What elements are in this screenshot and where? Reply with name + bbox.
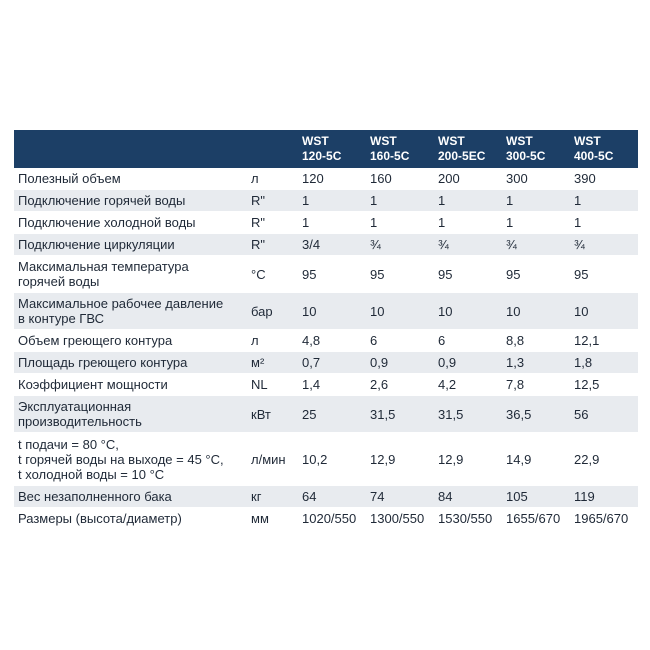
param-cell [14, 396, 247, 433]
header-row [14, 130, 638, 168]
value-cell: 10 [366, 293, 434, 330]
value-cell: 12,9 [434, 433, 502, 486]
model-series: WST [506, 134, 533, 148]
param-label: Эксплуатационная [18, 399, 132, 414]
param-label: в контуре ГВС [18, 311, 104, 326]
spec-table-header [14, 130, 638, 168]
value-cell: 95 [298, 256, 366, 293]
header-model-4 [502, 130, 570, 168]
value-cell: ¾ [502, 234, 570, 256]
value-cell: 10 [502, 293, 570, 330]
value-cell: 1020/550 [298, 508, 366, 530]
param-cell [14, 352, 247, 374]
table-row [14, 433, 638, 486]
table-row [14, 352, 638, 374]
param-label: Подключение горячей воды [18, 193, 186, 208]
value-cell: 95 [434, 256, 502, 293]
param-cell [14, 256, 247, 293]
value-cell: 12,9 [366, 433, 434, 486]
value-cell: 31,5 [366, 396, 434, 433]
table-row [14, 234, 638, 256]
value-cell: 3/4 [298, 234, 366, 256]
value-cell: 1 [298, 190, 366, 212]
header-model-5 [570, 130, 638, 168]
param-label: Размеры (высота/диаметр) [18, 511, 182, 526]
param-label: Подключение циркуляции [18, 237, 175, 252]
table-row [14, 396, 638, 433]
value-cell: 1 [502, 212, 570, 234]
value-cell: 1 [366, 190, 434, 212]
value-cell: 12,5 [570, 374, 638, 396]
table-row [14, 190, 638, 212]
value-cell: 74 [366, 486, 434, 508]
value-cell: 1 [298, 212, 366, 234]
model-series: WST [370, 134, 397, 148]
model-code: 300-5C [506, 149, 546, 163]
param-cell [14, 293, 247, 330]
table-row [14, 256, 638, 293]
param-cell [14, 190, 247, 212]
value-cell: 10 [434, 293, 502, 330]
model-code: 200-5EC [438, 149, 486, 163]
value-cell: 1,4 [298, 374, 366, 396]
value-cell: 95 [366, 256, 434, 293]
value-cell: 1,3 [502, 352, 570, 374]
value-cell: 36,5 [502, 396, 570, 433]
value-cell: 56 [570, 396, 638, 433]
value-cell: 31,5 [434, 396, 502, 433]
value-cell: 7,8 [502, 374, 570, 396]
param-cell [14, 168, 247, 190]
param-cell [14, 234, 247, 256]
value-cell: 1965/670 [570, 508, 638, 530]
value-cell: 6 [366, 330, 434, 352]
param-label: производительность [18, 414, 142, 429]
table-row [14, 508, 638, 530]
header-model-3 [434, 130, 502, 168]
value-cell: ¾ [366, 234, 434, 256]
value-cell: 1530/550 [434, 508, 502, 530]
param-label: Максимальное рабочее давление [18, 296, 224, 311]
unit-cell: R" [247, 234, 298, 256]
table-row [14, 330, 638, 352]
value-cell: 1 [570, 190, 638, 212]
model-code: 160-5C [370, 149, 410, 163]
table-row [14, 374, 638, 396]
value-cell: 119 [570, 486, 638, 508]
model-series: WST [438, 134, 465, 148]
table-row [14, 212, 638, 234]
unit-cell: NL [247, 374, 298, 396]
value-cell: 1655/670 [502, 508, 570, 530]
value-cell: 1300/550 [366, 508, 434, 530]
spec-table [14, 130, 638, 530]
unit-cell: л/мин [247, 433, 298, 486]
param-label: горячей воды [18, 274, 100, 289]
value-cell: 6 [434, 330, 502, 352]
value-cell: 0,9 [434, 352, 502, 374]
value-cell: 1 [434, 212, 502, 234]
param-cell [14, 486, 247, 508]
value-cell: 10 [298, 293, 366, 330]
unit-cell: л [247, 168, 298, 190]
value-cell: 4,2 [434, 374, 502, 396]
param-label: Объем греющего контура [18, 333, 173, 348]
value-cell: 120 [298, 168, 366, 190]
unit-cell: мм [247, 508, 298, 530]
model-code: 400-5C [574, 149, 614, 163]
value-cell: 8,8 [502, 330, 570, 352]
table-row [14, 168, 638, 190]
param-label: Подключение холодной воды [18, 215, 196, 230]
unit-cell: кВт [247, 396, 298, 433]
model-code: 120-5C [302, 149, 342, 163]
unit-cell: R" [247, 212, 298, 234]
table-row [14, 486, 638, 508]
value-cell: 1 [434, 190, 502, 212]
param-cell [14, 508, 247, 530]
value-cell: 0,7 [298, 352, 366, 374]
value-cell: 1 [570, 212, 638, 234]
header-model-2 [366, 130, 434, 168]
param-cell [14, 212, 247, 234]
value-cell: 2,6 [366, 374, 434, 396]
param-label: t подачи = 80 °С, [18, 436, 119, 452]
param-label: Площадь греющего контура [18, 355, 188, 370]
value-cell: 95 [502, 256, 570, 293]
value-cell: 390 [570, 168, 638, 190]
unit-cell: бар [247, 293, 298, 330]
unit-cell: л [247, 330, 298, 352]
param-cell [14, 330, 247, 352]
value-cell: 300 [502, 168, 570, 190]
param-label: Полезный объем [18, 171, 121, 186]
value-cell: 1,8 [570, 352, 638, 374]
value-cell: 12,1 [570, 330, 638, 352]
param-label: Коэффициент мощности [18, 377, 168, 392]
value-cell: 10,2 [298, 433, 366, 486]
unit-cell: кг [247, 486, 298, 508]
table-row [14, 293, 638, 330]
value-cell: 95 [570, 256, 638, 293]
value-cell: 0,9 [366, 352, 434, 374]
value-cell: 10 [570, 293, 638, 330]
param-label: Вес незаполненного бака [18, 489, 172, 504]
value-cell: 160 [366, 168, 434, 190]
unit-cell: °С [247, 256, 298, 293]
value-cell: 4,8 [298, 330, 366, 352]
param-label: t горячей воды на выходе = 45 °С, [18, 451, 224, 467]
param-cell [14, 433, 247, 486]
header-unit [247, 130, 298, 168]
value-cell: 14,9 [502, 433, 570, 486]
value-cell: ¾ [570, 234, 638, 256]
value-cell: 25 [298, 396, 366, 433]
value-cell: 64 [298, 486, 366, 508]
model-series: WST [302, 134, 329, 148]
value-cell: 1 [366, 212, 434, 234]
header-model-1 [298, 130, 366, 168]
model-series: WST [574, 134, 601, 148]
header-param [14, 130, 247, 168]
param-label: t холодной воды = 10 °С [18, 466, 165, 482]
value-cell: 1 [502, 190, 570, 212]
param-cell [14, 374, 247, 396]
value-cell: ¾ [434, 234, 502, 256]
value-cell: 200 [434, 168, 502, 190]
unit-cell: R" [247, 190, 298, 212]
value-cell: 84 [434, 486, 502, 508]
spec-table-body [14, 168, 638, 530]
unit-cell: м² [247, 352, 298, 374]
param-label: Максимальная температура [18, 259, 189, 274]
value-cell: 105 [502, 486, 570, 508]
value-cell: 22,9 [570, 433, 638, 486]
